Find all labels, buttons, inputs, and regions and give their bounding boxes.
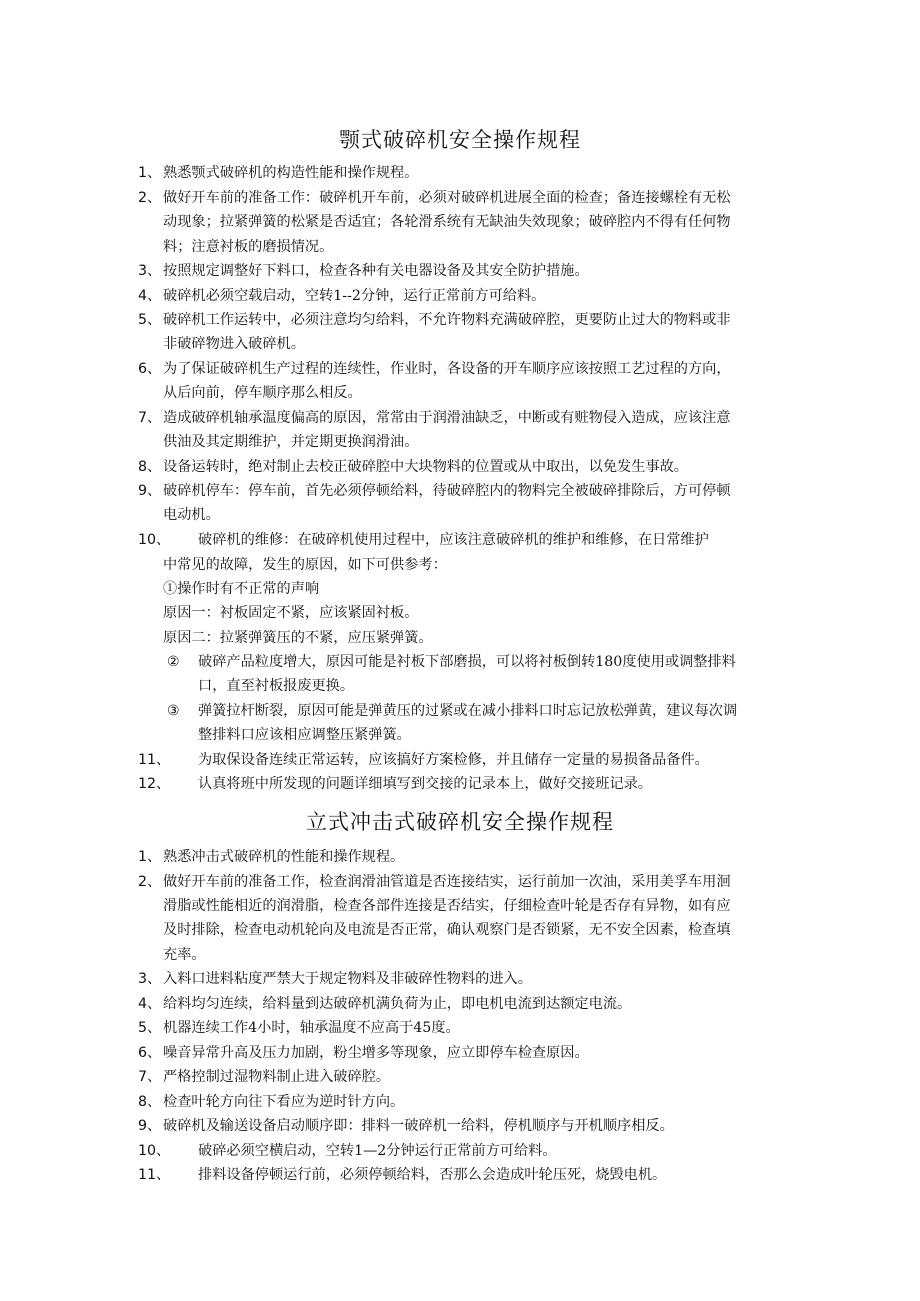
- list-item-text: 料；注意衬板的磨损情况。: [163, 239, 334, 255]
- list-item-number: 8、: [138, 459, 162, 475]
- list-item-text: 滑脂或性能相近的润滑脂，检查各部件连接是否结实，仔细检查叶轮是否存有异物，如有应: [163, 898, 731, 914]
- fault-text: 破碎产品粒度增大，原因可能是衬板下部磨损，可以将衬板倒转180度使用或调整排料: [198, 654, 736, 670]
- list-item-text: 做好开车前的准备工作：破碎机开车前，必须对破碎机进展全面的检查；备连接螺栓有无松: [163, 190, 731, 206]
- list-item-number: 9、: [138, 483, 162, 499]
- list-item-text: 破碎机工作运转中，必须注意均匀给料，不允许物料充满破碎腔，更要防止过大的物料或非: [163, 312, 731, 328]
- fault-marker: ③: [167, 703, 180, 719]
- list-item-number: 11、: [138, 752, 171, 768]
- list-item-number: 7、: [138, 1069, 162, 1085]
- list-item-number: 3、: [138, 971, 162, 987]
- list-item-text: 严格控制过湿物料制止进入破碎腔。: [163, 1069, 391, 1085]
- list-item-number: 6、: [138, 1045, 162, 1061]
- list-item-text: 熟悉冲击式破碎机的性能和操作规程。: [163, 849, 405, 865]
- list-item-text: 熟悉颚式破碎机的构造性能和操作规程。: [163, 165, 419, 181]
- list-item-number: 4、: [138, 996, 162, 1012]
- fault-text: 整排料口应该相应调整压紧弹簧。: [198, 727, 411, 743]
- list-item-number: 10、: [138, 1143, 171, 1159]
- list-item-number: 1、: [138, 165, 162, 181]
- list-item-number: 7、: [138, 410, 162, 426]
- list-item-number: 3、: [138, 263, 162, 279]
- list-item-number: 10、: [138, 532, 171, 548]
- list-item-text: 破碎机的维修：在破碎机使用过程中，应该注意破碎机的维护和维修，在日常维护: [198, 532, 709, 548]
- fault-cause: 原因一：衬板固定不紧，应该紧固衬板。: [163, 605, 419, 621]
- fault-text: 口，直至衬板报废更换。: [198, 678, 355, 694]
- list-item-text: 噪音异常升高及压力加剧，粉尘增多等现象，应立即停车检查原因。: [163, 1045, 589, 1061]
- fault-text: 弹簧拉杆断裂，原因可能是弹黄压的过紧或在减小排料口时忘记放松弹黄，建议每次调: [198, 703, 738, 719]
- list-item-number: 12、: [138, 776, 171, 792]
- list-item-text: 及时排除，检查电动机轮向及电流是否正常，确认观察门是否锁紧，无不安全因素，检查填: [163, 922, 731, 938]
- section1-title: 颚式破碎机安全操作规程: [339, 128, 581, 152]
- list-item-text: 从后向前，停车顺序那么相反。: [163, 385, 362, 401]
- list-item-text: 给料均匀连续，给料量到达破碎机满负荷为止，即电机电流到达额定电流。: [163, 996, 632, 1012]
- list-item-number: 8、: [138, 1094, 162, 1110]
- list-item-text: 设备运转时，绝对制止去校正破碎腔中大块物料的位置或从中取出，以免发生事故。: [163, 459, 688, 475]
- list-item-text: 破碎机必须空载启动，空转1--2分钟，运行正常前方可给料。: [163, 288, 546, 304]
- section2-title: 立式冲击式破碎机安全操作规程: [306, 810, 614, 834]
- list-item-text: 排料设备停顿运行前，必须停顿给料，否那么会造成叶轮压死，烧毁电机。: [198, 1167, 667, 1183]
- list-item-number: 2、: [138, 874, 162, 890]
- list-item-text: 造成破碎机轴承温度偏高的原因，常常由于润滑油缺乏，中断或有赃物侵入造成，应该注意: [163, 410, 731, 426]
- list-item-number: 5、: [138, 1020, 162, 1036]
- list-item-text: 为取保设备连续正常运转，应该搞好方案检修，并且储存一定量的易损备品备件。: [198, 752, 709, 768]
- list-item-number: 5、: [138, 312, 162, 328]
- list-item-text: 动现象；拉紧弹簧的松紧是否适宜；各轮滑系统有无缺油失效现象；破碎腔内不得有任何物: [163, 214, 731, 230]
- list-item-text: 做好开车前的准备工作，检查润滑油管道是否连接结实，运行前加一次油，采用美孚车用洄: [163, 874, 731, 890]
- list-item-number: 4、: [138, 288, 162, 304]
- list-item-number: 6、: [138, 361, 162, 377]
- list-item-text: 为了保证破碎机生产过程的连续性，作业时，各设备的开车顺序应该按照工艺过程的方向，: [163, 361, 731, 377]
- list-item-text: 按照规定调整好下料口，检查各种有关电器设备及其安全防护措施。: [163, 263, 589, 279]
- list-item-text: 供油及其定期维护，并定期更换润滑油。: [163, 434, 419, 450]
- list-item-text: 检查叶轮方向往下看应为逆时针方向。: [163, 1094, 405, 1110]
- list-item-text: 非破碎物进入破碎机。: [163, 336, 305, 352]
- list-item-number: 9、: [138, 1118, 162, 1134]
- fault-marker: ②: [167, 654, 180, 670]
- fault-heading: ①操作时有不正常的声响: [163, 581, 320, 597]
- list-item-text: 入料口进料粘度严禁大于规定物料及非破碎性物料的进入。: [163, 971, 532, 987]
- list-item-number: 11、: [138, 1167, 171, 1183]
- list-item-text: 中常见的故障，发生的原因，如下可供参考：: [163, 557, 447, 573]
- list-item-text: 破碎必须空横启动，空转1—2分钟运行正常前方可给料。: [198, 1143, 557, 1159]
- list-item-text: 破碎机及输送设备启动顺序即：排料一破碎机一给料，停机顺序与开机顺序相反。: [163, 1118, 674, 1134]
- list-item-text: 机器连续工作4小时，轴承温度不应高于45度。: [163, 1020, 460, 1036]
- list-item-text: 充率。: [163, 947, 206, 963]
- list-item-number: 1、: [138, 849, 162, 865]
- fault-cause: 原因二：拉紧弹簧压的不紧，应压紧弹簧。: [163, 630, 433, 646]
- list-item-text: 破碎机停车：停车前，首先必须停顿给料，待破碎腔内的物料完全被破碎排除后，方可停顿: [163, 483, 731, 499]
- list-item-text: 认真将班中所发现的问题详细填写到交接的记录本上，做好交接班记录。: [198, 776, 653, 792]
- list-item-number: 2、: [138, 190, 162, 206]
- list-item-text: 电动机。: [163, 507, 220, 523]
